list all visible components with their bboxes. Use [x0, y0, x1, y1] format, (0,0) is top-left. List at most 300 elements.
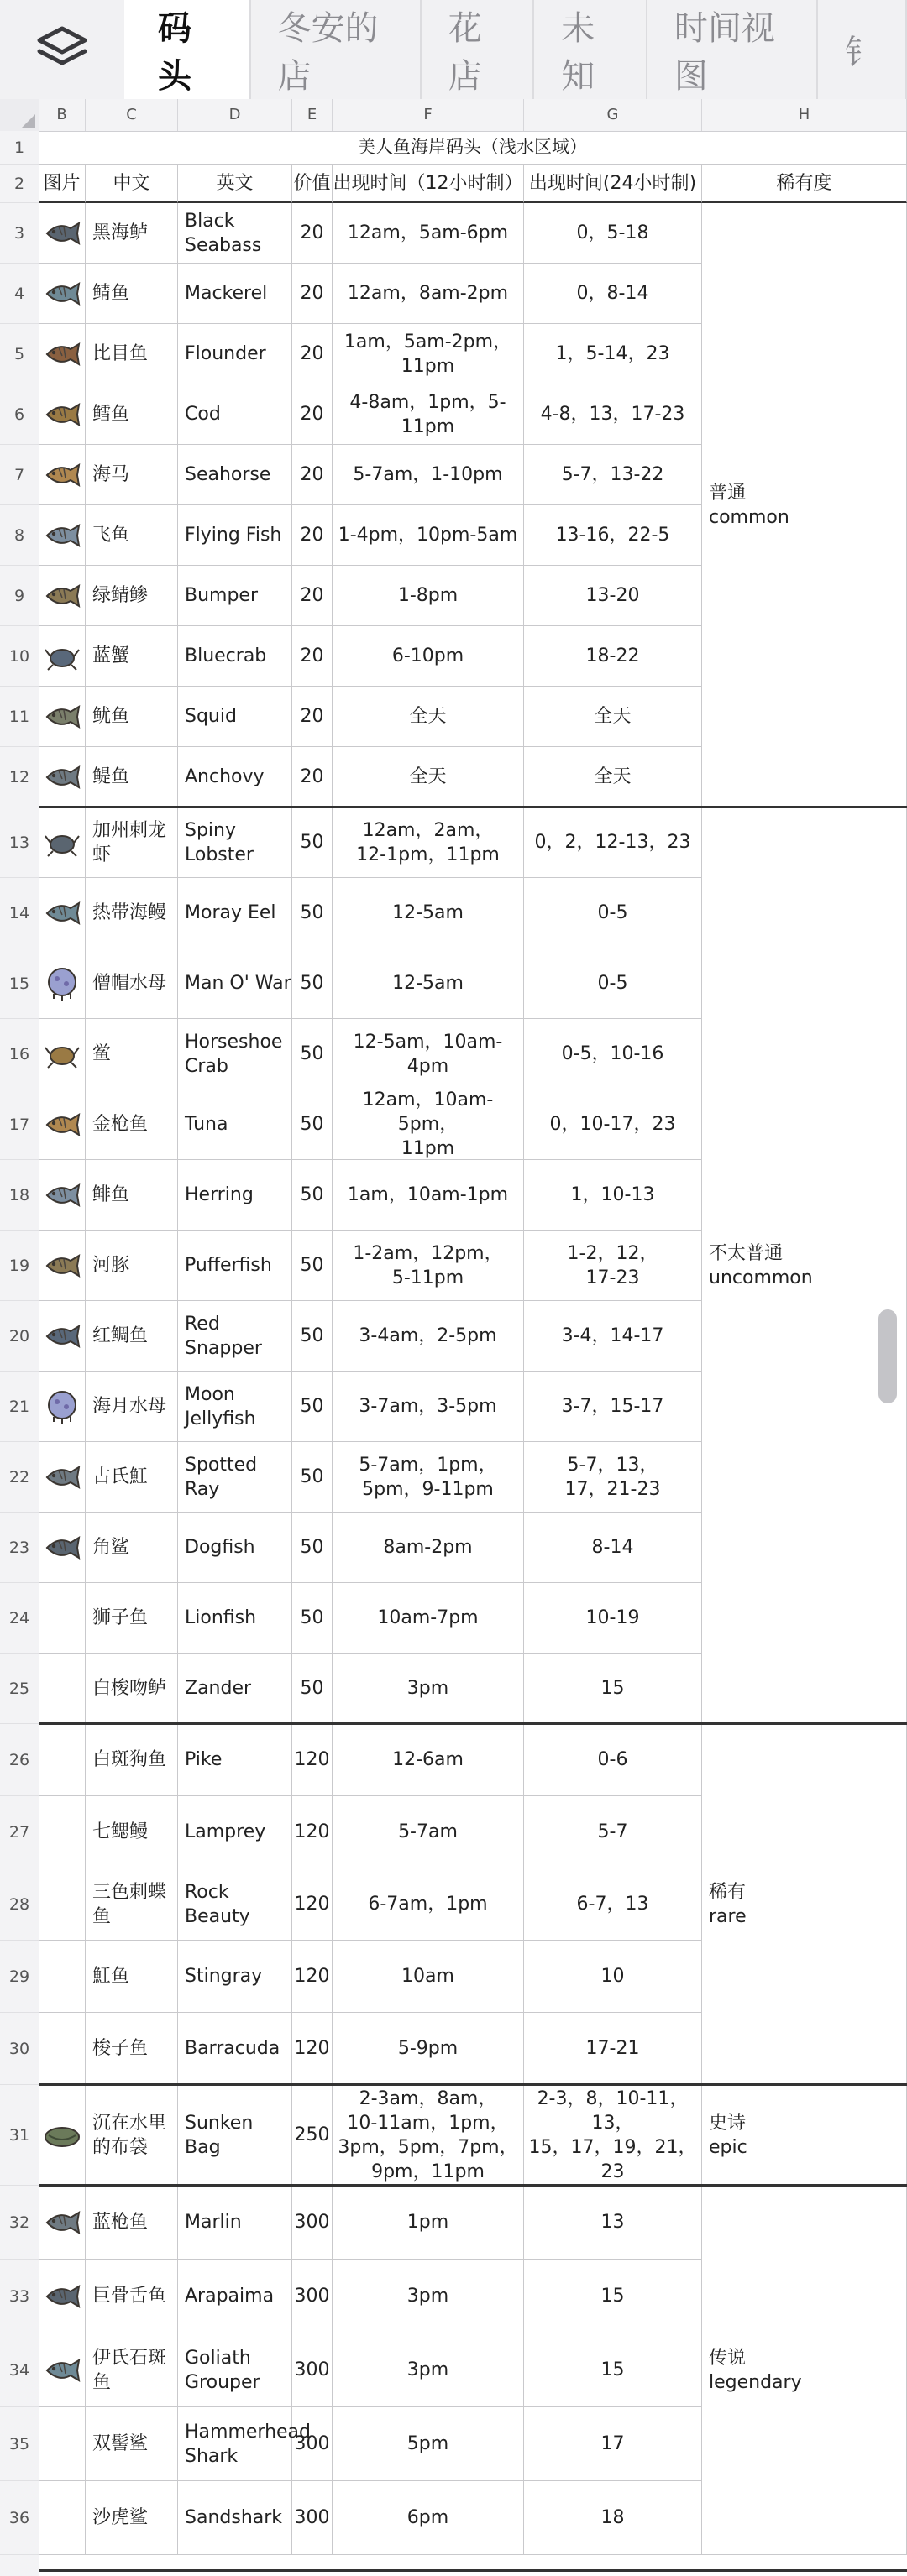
- row-number-1[interactable]: 1: [0, 131, 39, 165]
- cn-name-cell[interactable]: 海月水母: [86, 1372, 178, 1442]
- black-seabass-icon[interactable]: [39, 203, 86, 264]
- black-seabass-icon: [42, 217, 82, 250]
- en-name-cell[interactable]: Bluecrab: [178, 626, 292, 687]
- en-name-cell[interactable]: Seahorse: [178, 445, 292, 505]
- en-name-cell[interactable]: Sunken Bag: [178, 2085, 292, 2186]
- column-header-5[interactable]: 出现时间（12小时制）: [333, 165, 524, 203]
- empty-image-cell[interactable]: [39, 2407, 86, 2481]
- en-name-cell[interactable]: Tuna: [178, 1089, 292, 1160]
- row-number-34[interactable]: 34: [0, 2333, 39, 2407]
- row-number-9[interactable]: 9: [0, 566, 39, 626]
- en-name-cell[interactable]: Sandshark: [178, 2481, 292, 2555]
- column-header-7[interactable]: 稀有度: [702, 165, 907, 203]
- time-12h-cell[interactable]: 1am，10am-1pm: [333, 1160, 524, 1231]
- rarity-cell[interactable]: 传说 legendary: [702, 2186, 907, 2555]
- row-number-8[interactable]: 8: [0, 505, 39, 566]
- row-number-29[interactable]: 29: [0, 1941, 39, 2013]
- time-12h-cell[interactable]: 1am，5am-2pm，11pm: [333, 324, 524, 384]
- cn-name-cell[interactable]: 沙虎鲨: [86, 2481, 178, 2555]
- time-12h-cell[interactable]: 2-3am，8am， 10-11am，1pm， 3pm，5pm，7pm， 9pm，11pm: [333, 2085, 524, 2186]
- seahorse-icon[interactable]: [39, 445, 86, 505]
- bumper-icon: [42, 579, 82, 613]
- time-24h-cell[interactable]: 2-3，8，10-11，13， 15，17，19，21，23: [524, 2085, 702, 2186]
- time-24h-cell[interactable]: 15: [524, 2333, 702, 2407]
- column-letter-b[interactable]: B: [39, 99, 86, 131]
- time-12h-cell[interactable]: 12-5am: [333, 948, 524, 1019]
- time-12h-cell[interactable]: 3pm: [333, 1654, 524, 1724]
- time-12h-cell[interactable]: 8am-2pm: [333, 1513, 524, 1583]
- value-cell[interactable]: 50: [292, 878, 333, 948]
- cn-name-cell[interactable]: 魟鱼: [86, 1941, 178, 2013]
- rarity-cell[interactable]: 稀有 rare: [702, 1724, 907, 2085]
- value-cell[interactable]: 50: [292, 1372, 333, 1442]
- group-separator-line: [39, 806, 907, 808]
- cn-name-cell[interactable]: 飞鱼: [86, 505, 178, 566]
- cn-name-cell[interactable]: 白斑狗鱼: [86, 1724, 178, 1796]
- value-cell[interactable]: 300: [292, 2186, 333, 2260]
- time-12h-cell[interactable]: 10am: [333, 1941, 524, 2013]
- select-all-corner[interactable]: [0, 99, 39, 131]
- value-cell[interactable]: 50: [292, 1160, 333, 1231]
- rarity-cell[interactable]: 普通 common: [702, 203, 907, 807]
- en-name-cell[interactable]: Barracuda: [178, 2013, 292, 2085]
- horseshoe-crab-icon: [43, 1037, 81, 1071]
- cod-icon: [42, 398, 82, 431]
- cn-name-cell[interactable]: 蓝蟹: [86, 626, 178, 687]
- time-12h-cell[interactable]: 3pm: [333, 2333, 524, 2407]
- time-12h-cell[interactable]: 全天: [333, 747, 524, 807]
- value-cell[interactable]: 50: [292, 1301, 333, 1372]
- time-24h-cell[interactable]: 10-19: [524, 1583, 702, 1654]
- value-cell[interactable]: 20: [292, 687, 333, 747]
- dogfish-icon[interactable]: [39, 1513, 86, 1583]
- sheet-tabs: [124, 0, 907, 99]
- row-number-23[interactable]: 23: [0, 1513, 39, 1583]
- row-number-6[interactable]: 6: [0, 384, 39, 445]
- en-name-cell[interactable]: Cod: [178, 384, 292, 445]
- cn-name-cell[interactable]: 黑海鲈: [86, 203, 178, 264]
- en-name-cell[interactable]: Bumper: [178, 566, 292, 626]
- time-12h-cell[interactable]: 1pm: [333, 2186, 524, 2260]
- mackerel-icon: [42, 277, 82, 311]
- table-bottom-border: [39, 2569, 907, 2572]
- time-24h-cell[interactable]: 4-8，13，17-23: [524, 384, 702, 445]
- time-24h-cell[interactable]: 15: [524, 2260, 702, 2333]
- en-name-cell[interactable]: Mackerel: [178, 264, 292, 324]
- value-cell[interactable]: 20: [292, 264, 333, 324]
- time-24h-cell[interactable]: 6-7，13: [524, 1868, 702, 1941]
- en-name-cell[interactable]: Hammerhead Shark: [178, 2407, 292, 2481]
- bluecrab-icon[interactable]: [39, 626, 86, 687]
- cn-name-cell[interactable]: 鲭鱼: [86, 264, 178, 324]
- time-12h-cell[interactable]: 3-7am，3-5pm: [333, 1372, 524, 1442]
- empty-image-cell[interactable]: [39, 1654, 86, 1724]
- row-number-13[interactable]: 13: [0, 807, 39, 878]
- value-cell[interactable]: 50: [292, 1442, 333, 1513]
- sunken-bag-icon: [42, 2119, 82, 2152]
- row-number-14[interactable]: 14: [0, 878, 39, 948]
- cn-name-cell[interactable]: 鱿鱼: [86, 687, 178, 747]
- arapaima-icon[interactable]: [39, 2260, 86, 2333]
- time-24h-cell[interactable]: 18-22: [524, 626, 702, 687]
- time-12h-cell[interactable]: 3-4am，2-5pm: [333, 1301, 524, 1372]
- time-24h-cell[interactable]: 0-5: [524, 948, 702, 1019]
- time-24h-cell[interactable]: 0-5: [524, 878, 702, 948]
- column-header-2[interactable]: 中文: [86, 165, 178, 203]
- en-name-cell[interactable]: Rock Beauty: [178, 1868, 292, 1941]
- en-name-cell[interactable]: Lamprey: [178, 1796, 292, 1868]
- en-name-cell[interactable]: Flying Fish: [178, 505, 292, 566]
- value-cell[interactable]: 50: [292, 1654, 333, 1724]
- goliath-grouper-icon[interactable]: [39, 2333, 86, 2407]
- moray-eel-icon: [42, 896, 82, 930]
- value-cell[interactable]: 20: [292, 626, 333, 687]
- empty-image-cell[interactable]: [39, 2481, 86, 2555]
- cn-name-cell[interactable]: 红鲷鱼: [86, 1301, 178, 1372]
- cn-name-cell[interactable]: 巨骨舌鱼: [86, 2260, 178, 2333]
- time-24h-cell[interactable]: 1，5-14，23: [524, 324, 702, 384]
- time-24h-cell[interactable]: 5-7，13， 17，21-23: [524, 1442, 702, 1513]
- spiny-lobster-icon: [43, 826, 81, 860]
- bumper-icon[interactable]: [39, 566, 86, 626]
- value-cell[interactable]: 300: [292, 2481, 333, 2555]
- value-cell[interactable]: 50: [292, 1583, 333, 1654]
- en-name-cell[interactable]: Anchovy: [178, 747, 292, 807]
- value-cell[interactable]: 300: [292, 2333, 333, 2407]
- row-number-17[interactable]: 17: [0, 1089, 39, 1160]
- time-12h-cell[interactable]: 6-10pm: [333, 626, 524, 687]
- empty-image-cell[interactable]: [39, 1583, 86, 1654]
- cn-name-cell[interactable]: 金枪鱼: [86, 1089, 178, 1160]
- en-name-cell[interactable]: Flounder: [178, 324, 292, 384]
- time-24h-cell[interactable]: 15: [524, 1654, 702, 1724]
- column-letter-f[interactable]: F: [333, 99, 524, 131]
- time-24h-cell[interactable]: 17: [524, 2407, 702, 2481]
- time-12h-cell[interactable]: 1-2am，12pm， 5-11pm: [333, 1231, 524, 1301]
- row-number-12[interactable]: 12: [0, 747, 39, 807]
- tab-3[interactable]: 花店: [422, 0, 535, 99]
- time-12h-cell[interactable]: 12-5am: [333, 878, 524, 948]
- group-separator-line: [39, 2184, 907, 2187]
- herring-icon: [42, 1178, 82, 1212]
- cod-icon[interactable]: [39, 384, 86, 445]
- anchovy-icon: [42, 760, 82, 794]
- anchovy-icon[interactable]: [39, 747, 86, 807]
- time-24h-cell[interactable]: 5-7，13-22: [524, 445, 702, 505]
- column-header-3[interactable]: 英文: [178, 165, 292, 203]
- cn-name-cell[interactable]: 角鲨: [86, 1513, 178, 1583]
- cn-name-cell[interactable]: 双髻鲨: [86, 2407, 178, 2481]
- row-number-2[interactable]: 2: [0, 165, 39, 203]
- time-12h-cell[interactable]: 6pm: [333, 2481, 524, 2555]
- cn-name-cell[interactable]: 鲱鱼: [86, 1160, 178, 1231]
- time-24h-cell[interactable]: 1-2，12， 17-23: [524, 1231, 702, 1301]
- marlin-icon[interactable]: [39, 2186, 86, 2260]
- sheet-title[interactable]: 美人鱼海岸码头（浅水区域）: [39, 131, 907, 165]
- pufferfish-icon[interactable]: [39, 1231, 86, 1301]
- row-number-36[interactable]: 36: [0, 2481, 39, 2555]
- row-number-3[interactable]: 3: [0, 203, 39, 264]
- row-number-gutter: [0, 131, 39, 2576]
- row-number-15[interactable]: 15: [0, 948, 39, 1019]
- time-12h-cell[interactable]: 5-7am: [333, 1796, 524, 1868]
- group-separator-line: [39, 2083, 907, 2086]
- moon-jellyfish-icon[interactable]: [39, 1372, 86, 1442]
- time-24h-cell[interactable]: 10: [524, 1941, 702, 2013]
- row-number-26[interactable]: 26: [0, 1724, 39, 1796]
- cn-name-cell[interactable]: 三色刺蝶鱼: [86, 1868, 178, 1941]
- en-name-cell[interactable]: Black Seabass: [178, 203, 292, 264]
- time-24h-cell[interactable]: 0，10-17，23: [524, 1089, 702, 1160]
- time-24h-cell[interactable]: 0，5-18: [524, 203, 702, 264]
- vertical-scrollbar[interactable]: [878, 1309, 897, 1403]
- spiny-lobster-icon[interactable]: [39, 807, 86, 878]
- empty-image-cell[interactable]: [39, 1724, 86, 1796]
- marlin-icon: [42, 2206, 82, 2239]
- value-cell[interactable]: 120: [292, 1868, 333, 1941]
- time-12h-cell[interactable]: 12-5am，10am-4pm: [333, 1019, 524, 1089]
- column-letter-c[interactable]: C: [86, 99, 178, 131]
- value-cell[interactable]: 20: [292, 566, 333, 626]
- en-name-cell[interactable]: Man O' War: [178, 948, 292, 1019]
- dogfish-icon: [42, 1531, 82, 1565]
- tab-2[interactable]: 冬安的店: [251, 0, 422, 99]
- row-number-4[interactable]: 4: [0, 264, 39, 324]
- row-number-11[interactable]: 11: [0, 687, 39, 747]
- cn-name-cell[interactable]: 河豚: [86, 1231, 178, 1301]
- tuna-icon[interactable]: [39, 1089, 86, 1160]
- value-cell[interactable]: 50: [292, 1231, 333, 1301]
- cn-name-cell[interactable]: 沉在水里的布袋: [86, 2085, 178, 2186]
- row-number-33[interactable]: 33: [0, 2260, 39, 2333]
- en-name-cell[interactable]: Squid: [178, 687, 292, 747]
- column-header-row: [0, 99, 907, 132]
- column-letter-d[interactable]: D: [178, 99, 292, 131]
- cn-name-cell[interactable]: 比目鱼: [86, 324, 178, 384]
- value-cell[interactable]: 120: [292, 2013, 333, 2085]
- time-12h-cell[interactable]: 4-8am，1pm，5-11pm: [333, 384, 524, 445]
- time-12h-cell[interactable]: 12am，5am-6pm: [333, 203, 524, 264]
- value-cell[interactable]: 50: [292, 1513, 333, 1583]
- row-number-28[interactable]: 28: [0, 1868, 39, 1941]
- time-12h-cell[interactable]: 5-7am，1-10pm: [333, 445, 524, 505]
- row-number-21[interactable]: 21: [0, 1372, 39, 1442]
- column-header-6[interactable]: 出现时间(24小时制): [524, 165, 702, 203]
- value-cell[interactable]: 300: [292, 2260, 333, 2333]
- time-24h-cell[interactable]: 17-21: [524, 2013, 702, 2085]
- time-24h-cell[interactable]: 13-20: [524, 566, 702, 626]
- time-24h-cell[interactable]: 0-6: [524, 1724, 702, 1796]
- value-cell[interactable]: 50: [292, 1089, 333, 1160]
- row-number-27[interactable]: 27: [0, 1796, 39, 1868]
- rarity-cell[interactable]: 史诗 epic: [702, 2085, 907, 2186]
- cn-name-cell[interactable]: 鳕鱼: [86, 384, 178, 445]
- row-number-7[interactable]: 7: [0, 445, 39, 505]
- value-cell[interactable]: 250: [292, 2085, 333, 2186]
- en-name-cell[interactable]: Moon Jellyfish: [178, 1372, 292, 1442]
- value-cell[interactable]: 20: [292, 384, 333, 445]
- time-12h-cell[interactable]: 12am，2am， 12-1pm，11pm: [333, 807, 524, 878]
- en-name-cell[interactable]: Arapaima: [178, 2260, 292, 2333]
- horseshoe-crab-icon[interactable]: [39, 1019, 86, 1089]
- value-cell[interactable]: 50: [292, 1019, 333, 1089]
- moon-jellyfish-icon: [44, 1388, 81, 1425]
- time-24h-cell[interactable]: 3-4，14-17: [524, 1301, 702, 1372]
- time-12h-cell[interactable]: 5pm: [333, 2407, 524, 2481]
- sunken-bag-icon[interactable]: [39, 2085, 86, 2186]
- flounder-icon: [42, 337, 82, 371]
- cn-name-cell[interactable]: 僧帽水母: [86, 948, 178, 1019]
- column-header-1[interactable]: 图片: [39, 165, 86, 203]
- empty-image-cell[interactable]: [39, 1941, 86, 2013]
- row-number-20[interactable]: 20: [0, 1301, 39, 1372]
- time-12h-cell[interactable]: 1-4pm，10pm-5am: [333, 505, 524, 566]
- cn-name-cell[interactable]: 狮子鱼: [86, 1583, 178, 1654]
- row-number-18[interactable]: 18: [0, 1160, 39, 1231]
- time-24h-cell[interactable]: 0，8-14: [524, 264, 702, 324]
- cn-name-cell[interactable]: 热带海鳗: [86, 878, 178, 948]
- spotted-ray-icon: [42, 1460, 82, 1494]
- time-24h-cell[interactable]: 8-14: [524, 1513, 702, 1583]
- time-12h-cell[interactable]: 5-9pm: [333, 2013, 524, 2085]
- value-cell[interactable]: 20: [292, 505, 333, 566]
- empty-image-cell[interactable]: [39, 1796, 86, 1868]
- cn-name-cell[interactable]: 海马: [86, 445, 178, 505]
- spotted-ray-icon[interactable]: [39, 1442, 86, 1513]
- time-24h-cell[interactable]: 0-5，10-16: [524, 1019, 702, 1089]
- en-name-cell[interactable]: Zander: [178, 1654, 292, 1724]
- time-12h-cell[interactable]: 3pm: [333, 2260, 524, 2333]
- sheet-tab-bar: [0, 0, 907, 101]
- layers-icon[interactable]: [0, 0, 124, 99]
- time-24h-cell[interactable]: 全天: [524, 747, 702, 807]
- time-12h-cell[interactable]: 6-7am，1pm: [333, 1868, 524, 1941]
- row-number-5[interactable]: 5: [0, 324, 39, 384]
- cn-name-cell[interactable]: 白梭吻鲈: [86, 1654, 178, 1724]
- en-name-cell[interactable]: Goliath Grouper: [178, 2333, 292, 2407]
- red-snapper-icon[interactable]: [39, 1301, 86, 1372]
- en-name-cell[interactable]: Red Snapper: [178, 1301, 292, 1372]
- row-number-25[interactable]: 25: [0, 1654, 39, 1724]
- row-number-10[interactable]: 10: [0, 626, 39, 687]
- man-o-war-icon[interactable]: [39, 948, 86, 1019]
- time-12h-cell[interactable]: 12am，8am-2pm: [333, 264, 524, 324]
- arapaima-icon: [42, 2280, 82, 2313]
- cn-name-cell[interactable]: 七鳃鳗: [86, 1796, 178, 1868]
- row-number-19[interactable]: 19: [0, 1231, 39, 1301]
- column-header-4[interactable]: 价值: [292, 165, 333, 203]
- cn-name-cell[interactable]: 古氏魟: [86, 1442, 178, 1513]
- flying-fish-icon: [42, 519, 82, 552]
- row-number-32[interactable]: 32: [0, 2186, 39, 2260]
- herring-icon[interactable]: [39, 1160, 86, 1231]
- value-cell[interactable]: 50: [292, 807, 333, 878]
- en-name-cell[interactable]: Spiny Lobster: [178, 807, 292, 878]
- value-cell[interactable]: 20: [292, 324, 333, 384]
- tab-6[interactable]: 钅: [818, 0, 907, 99]
- en-name-cell[interactable]: Pike: [178, 1724, 292, 1796]
- value-cell[interactable]: 300: [292, 2407, 333, 2481]
- row-number-31[interactable]: 31: [0, 2085, 39, 2186]
- value-cell[interactable]: 20: [292, 747, 333, 807]
- en-name-cell[interactable]: Lionfish: [178, 1583, 292, 1654]
- column-letter-g[interactable]: G: [524, 99, 702, 131]
- rarity-cell[interactable]: 不太普通 uncommon: [702, 807, 907, 1724]
- squid-icon: [42, 700, 82, 734]
- row-number-24[interactable]: 24: [0, 1583, 39, 1654]
- cn-name-cell[interactable]: 鳀鱼: [86, 747, 178, 807]
- column-letter-e[interactable]: E: [292, 99, 333, 131]
- tuna-icon: [42, 1108, 82, 1142]
- red-snapper-icon: [42, 1319, 82, 1353]
- squid-icon[interactable]: [39, 687, 86, 747]
- empty-image-cell[interactable]: [39, 2013, 86, 2085]
- seahorse-icon: [42, 458, 82, 492]
- en-name-cell[interactable]: Moray Eel: [178, 878, 292, 948]
- row-number-35[interactable]: 35: [0, 2407, 39, 2481]
- value-cell[interactable]: 120: [292, 1796, 333, 1868]
- cn-name-cell[interactable]: 加州刺龙虾: [86, 807, 178, 878]
- en-name-cell[interactable]: Stingray: [178, 1941, 292, 2013]
- time-12h-cell[interactable]: 1-8pm: [333, 566, 524, 626]
- time-24h-cell[interactable]: 18: [524, 2481, 702, 2555]
- cn-name-cell[interactable]: 伊氏石斑鱼: [86, 2333, 178, 2407]
- tab-4[interactable]: 未知: [534, 0, 647, 99]
- time-24h-cell[interactable]: 3-7，15-17: [524, 1372, 702, 1442]
- moray-eel-icon[interactable]: [39, 878, 86, 948]
- row-number-22[interactable]: 22: [0, 1442, 39, 1513]
- column-letter-h[interactable]: H: [702, 99, 907, 131]
- en-name-cell[interactable]: Pufferfish: [178, 1231, 292, 1301]
- en-name-cell[interactable]: Herring: [178, 1160, 292, 1231]
- row-number-30[interactable]: 30: [0, 2013, 39, 2085]
- man-o-war-icon: [44, 965, 81, 1002]
- row-number-16[interactable]: 16: [0, 1019, 39, 1089]
- cn-name-cell[interactable]: 绿鲭鲹: [86, 566, 178, 626]
- empty-image-cell[interactable]: [39, 1868, 86, 1941]
- time-24h-cell[interactable]: 5-7: [524, 1796, 702, 1868]
- tab-5[interactable]: 时间视图: [647, 0, 818, 99]
- en-name-cell[interactable]: Marlin: [178, 2186, 292, 2260]
- cn-name-cell[interactable]: 蓝枪鱼: [86, 2186, 178, 2260]
- time-24h-cell[interactable]: 13: [524, 2186, 702, 2260]
- time-24h-cell[interactable]: 1，10-13: [524, 1160, 702, 1231]
- value-cell[interactable]: 120: [292, 1941, 333, 2013]
- value-cell[interactable]: 20: [292, 445, 333, 505]
- time-24h-cell[interactable]: 0，2，12-13，23: [524, 807, 702, 878]
- en-name-cell[interactable]: Horseshoe Crab: [178, 1019, 292, 1089]
- time-24h-cell[interactable]: 全天: [524, 687, 702, 747]
- en-name-cell[interactable]: Dogfish: [178, 1513, 292, 1583]
- goliath-grouper-icon: [42, 2354, 82, 2387]
- value-cell[interactable]: 120: [292, 1724, 333, 1796]
- flying-fish-icon[interactable]: [39, 505, 86, 566]
- mackerel-icon[interactable]: [39, 264, 86, 324]
- value-cell[interactable]: 50: [292, 948, 333, 1019]
- time-12h-cell[interactable]: 5-7am，1pm， 5pm，9-11pm: [333, 1442, 524, 1513]
- time-12h-cell[interactable]: 12-6am: [333, 1724, 524, 1796]
- tab-1[interactable]: 码头: [124, 0, 251, 99]
- flounder-icon[interactable]: [39, 324, 86, 384]
- en-name-cell[interactable]: Spotted Ray: [178, 1442, 292, 1513]
- time-12h-cell[interactable]: 12am，10am-5pm， 11pm: [333, 1089, 524, 1160]
- cn-name-cell[interactable]: 鲎: [86, 1019, 178, 1089]
- time-12h-cell[interactable]: 10am-7pm: [333, 1583, 524, 1654]
- time-24h-cell[interactable]: 13-16，22-5: [524, 505, 702, 566]
- time-12h-cell[interactable]: 全天: [333, 687, 524, 747]
- value-cell[interactable]: 20: [292, 203, 333, 264]
- cn-name-cell[interactable]: 梭子鱼: [86, 2013, 178, 2085]
